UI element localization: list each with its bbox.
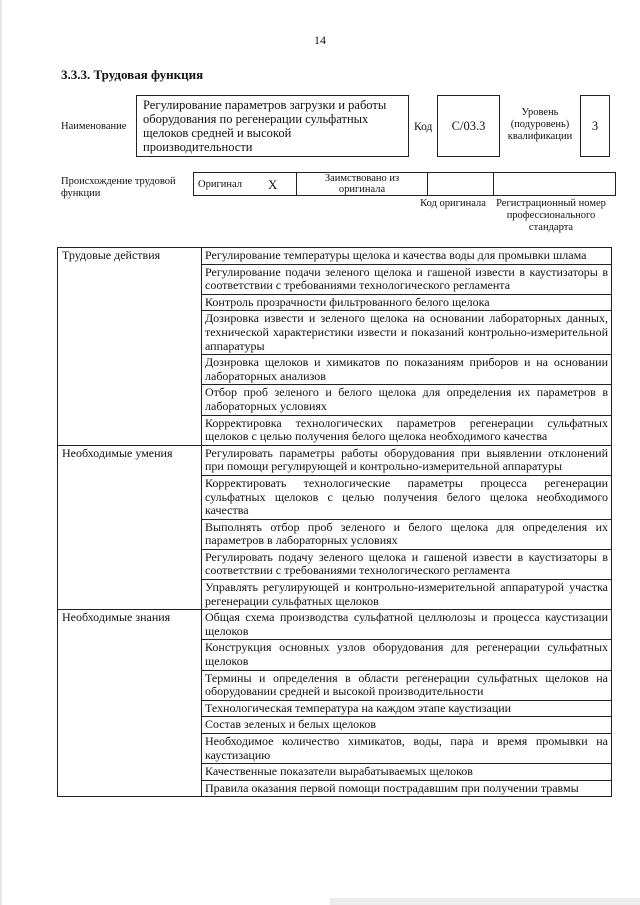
code-label: Код <box>414 121 433 133</box>
list-item: Корректировать технологические параметры процесса регенерации сульфатных щелоков с целью получения белого щелока необходимого качества <box>202 475 612 519</box>
code-caption: Код оригинала <box>420 198 486 209</box>
table-row <box>58 610 612 640</box>
function-details-table <box>57 247 612 797</box>
list-item: Выполнять отбор проб зеленого и белого щелока для определения их параметров в лабораторных условиях <box>202 519 612 549</box>
registration-number-cell <box>494 173 616 196</box>
section-title-knowledge: Необходимые знания <box>58 610 202 797</box>
page-bottom-shadow <box>330 898 640 905</box>
list-item: Состав зеленых и белых щелоков <box>202 717 612 734</box>
list-item: Конструкция основных узлов оборудования для регенерации сульфатных щелоков <box>202 640 612 670</box>
original-code-cell <box>428 173 494 196</box>
level-value-box: 3 <box>580 95 610 157</box>
list-item: Управлять регулирующей и контрольно-измерительной аппаратурой участка регенерации сульфатных щелоков <box>202 580 612 610</box>
list-item: Необходимое количество химикатов, воды, пара и время промывки на каустизацию <box>202 734 612 764</box>
list-item: Корректировка технологических параметров регенерации сульфатных щелоков с целью получения белого щелока необходимого качества <box>202 415 612 445</box>
list-item: Дозировка щелоков и химикатов по показаниям приборов и на основании лабораторных анализов <box>202 355 612 385</box>
list-item: Контроль прозрачности фильтрованного белого щелока <box>202 294 612 311</box>
section-title: 3.3.3. Трудовая функция <box>61 67 204 82</box>
list-item: Качественные показатели вырабатываемых щелоков <box>202 764 612 781</box>
original-mark: X <box>264 173 297 196</box>
function-name-box: Регулирование параметров загрузки и работы оборудования по регенерации сульфатных щелоков средней и высокой производительности <box>136 95 409 157</box>
table-row <box>58 445 612 475</box>
name-label: Наименование <box>61 121 127 132</box>
code-value-box: С/03.3 <box>437 95 500 157</box>
list-item: Технологическая температура на каждом этапе каустизации <box>202 700 612 717</box>
section-title-actions: Трудовые действия <box>58 248 202 446</box>
list-item: Общая схема производства сульфатной целлюлозы и процесса каустизации щелоков <box>202 610 612 640</box>
list-item: Регулирование температуры щелока и качества воды для промывки шлама <box>202 248 612 265</box>
registration-caption: Регистрационный номер профессионального стандарта <box>496 198 606 233</box>
origin-label: Происхождение трудовой функции <box>61 176 176 199</box>
page-number: 14 <box>314 33 326 47</box>
borrowed-label: Заимствовано из оригинала <box>297 173 428 196</box>
original-label: Оригинал <box>194 173 265 196</box>
origin-table <box>193 172 616 196</box>
table-row <box>58 248 612 265</box>
list-item: Дозировка извести и зеленого щелока на основании лабораторных данных, технической характеристики извести и показаний контрольно-измерительной аппаратуры <box>202 311 612 355</box>
list-item: Термины и определения в области регенерации сульфатных щелоков на оборудовании средней и высокой производительности <box>202 670 612 700</box>
level-label: Уровень (подуровень) квалификации <box>507 107 573 142</box>
list-item: Регулирование подачи зеленого щелока и гашеной извести в каустизаторы в соответствии с требованиями технологического регламента <box>202 264 612 294</box>
list-item: Отбор проб зеленого и белого щелока для определения их параметров в лабораторных условиях <box>202 385 612 415</box>
list-item: Правила оказания первой помощи пострадавшим при получении травмы <box>202 780 612 797</box>
list-item: Регулировать параметры работы оборудования при выявлении отклонений при помощи регулирующей и контрольно-измерительной аппаратуры <box>202 445 612 475</box>
section-title-skills: Необходимые умения <box>58 445 202 610</box>
page-edge-shadow <box>0 0 2 905</box>
list-item: Регулировать подачу зеленого щелока и гашеной извести в каустизаторы в соответствии с требованиями технологического регламента <box>202 549 612 579</box>
